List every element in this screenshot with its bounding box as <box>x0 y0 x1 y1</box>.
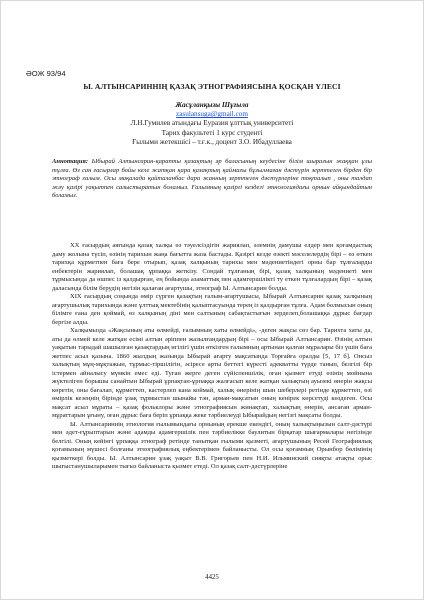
author-name: Жасұланқызы Шұғыла <box>175 101 249 109</box>
abstract <box>52 158 372 201</box>
body-paragraph: Ы. Алтынсариннің этнология ғылымындағы орнының ерекше екендігі, оның халықтыңызын салт-дәстүрі мен әдет-ғұрыптарын және адамды адамгершілік пен тәрбиелікке баулитын бірқатар шығармалары негізінде белгілі. Оның кейінгі ұрпаққа этнограф ретінде танытқан ғылыми қызметі, ағартушының Ресей Географиялық қоғамының мүшесі болғаны этнографиялық еңбектерімен байланысты. Ол осы қоғамның Орынбор бөлімінің қызметкері болды. Ы. Алтынсарин ұзақ уақыт В.В. Григорьев пен Н.И. Ильминский сияқты атақты орыс шығыстанушыларымен тығыз байланыста қызмет етеді. Ол қазақ салт-дәстүрлеріне <box>52 420 372 471</box>
body-paragraph: Халқымызда «Жақсының аты өлмейді, ғалымның хаты өлмейді», -деген жақсы сөз бар. Тарихта хаты да, аты да өлмей келе жатқан есімі алтын әріппен жазылғандардың бірі – осы Ыбырай Алтынсарин. Өзінің алтын уақытын тарыдай шашылған қазақтардың игілігі үшін өткізген ғалымның артынан қалған мұралары біз үшін баға жетпес асыл қазына. 1860 жылдың жазында Ыбырай ағарту мақсатында Торғайға оралды [5, 17 б]. Онсыз халықтың мұң-мұқтажын, тұрмыс-тіршілігін, әсіресе арты беттегі күрестi адекватты түрде танып, белгілі бір істермен айналысу мүмкін емес еді. Туған жерге деген сүйіспеншілік, оған қызмет етуді өзінің мойнына жүктеліген борышы санайтын Ыбырай ұрпақтан-ұрпаққа жалғасып келе жатқан халықтың ауызекі өнерін жақсы көретін, оны бағалап, құрметтеп, кастерлеп кана коймай, халық өнерінің шын шеберлері ретінде құрметтеп, өзі өмірлік кезеңнің бірінде ұзақ тұрмыстан шынайы тән, арман-мақсатын оның кенірек көрсетуді көздеген. Осы мақсат асыл мұраты – қазақ фольклоры және этнографиясын жинақтап, халықтың өнерін, ансаған арман-мұраттарын ұғыну, оған дұрыс баға беріп ұрпаққа жеке тәрбиелеуді Ыбырайдың негізгі мақсаты болды. <box>52 327 372 420</box>
page-number: 4425 <box>205 574 219 581</box>
body-paragraph: XIX ғасырдың соңында өмір сүрген қазақтың ғалым-ағартушысы, Ыбырай Алтынсарин қазақ халқының ағартушылық тарихында және ұлттық мектебінің қалыптасуында терең із қалдырған тұлға. Адам болмысын оның білімге ғана ден қоймай, өз халқының діні мен салтының сабақтастығын зерделеп,болашаққа дұрыс бағдар бергізе алды. <box>52 293 372 326</box>
abstract-label: Аннотация: <box>52 158 89 165</box>
body-paragraph: XX ғасырдың аяғында қазақ халқы өз тәуелсіздігін жариялап, әлемнің дамушы елдер мен қоғамдастық даму жолына түсіп, өзінің тарихын жаңа бағытта жаза бастады. Қазіргі кезде өзекті мәселелердің бірі – өз өткен тарихқа құрметпен баға бере отырып, қазақ халқының тарихы мен мәдениетіндегі орны бар тұлғаларды енбектерін жариялап, болашақ ұрпаққа жеткізу. Сондай тұлғаның бірі, қазақ халқының мәдениеті мен тұрмысында да өшпес із қалдырған, ең бойында азаматтық пен адамгершілікті ту еткен тұлғалардың бірі – қазақ даласында білім берудің негізін қалаған ағартушы, этнограф Ы. Алтынсарин болды. <box>52 242 372 292</box>
abstract-text: Ыбырай Алтынсарин-қарапты қазақтың әр баласының кеудесіне білім шырағын жаққан ұлы тұлға. Өз сан ғасырлар бойы келе жатқан қара қазақтың қаймағы бұзылмаған дәстүрін зерттеген бірден бір этнограф ғалым. Осы мақалада қайталанбас дара жанның зерттеген дәстүрлерінe тоқталып , оны талдап жәу қазірі уақытпен салыстыратын боламыз. Ғалымның қазіргі кездегі этнологиядағы орнын айқындайтын боламыз. <box>52 158 372 200</box>
author-email-link[interactable]: zasulansuga@gmail.com <box>176 110 248 119</box>
affiliation-university: Л.Н.Гумилев атындағы Еуразия ұлттық университеті <box>130 119 294 128</box>
affiliation-faculty: Тарих факультеті 1 курс студенті <box>161 128 263 137</box>
article-title: Ы. АЛТЫНСАРИННІҢ ҚАЗАҚ ЭТНОГРАФИЯСЫНА ҚОСҚАН ҮЛЕСІ <box>83 82 341 91</box>
udk-code: ӘОЖ 93/94 <box>26 69 66 78</box>
author-block <box>0 101 424 147</box>
article-body <box>52 242 372 472</box>
scientific-supervisor: Ғылыми жетекшісі – т.ғ.к., доцент З.О. Ибадуллаева <box>132 137 292 146</box>
